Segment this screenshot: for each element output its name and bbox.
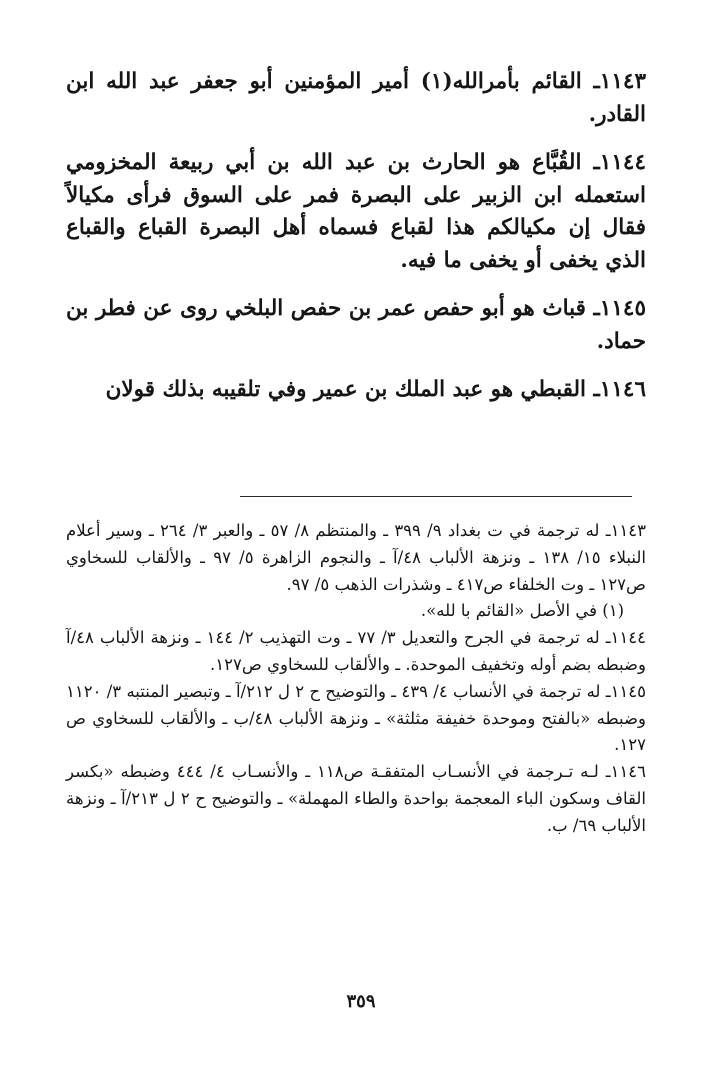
main-text xyxy=(66,66,646,423)
page-number: ٣٥٩ xyxy=(346,991,376,1012)
footnote-1: (١) في الأصل «القائم با لله». xyxy=(420,601,624,621)
entry-1143: ١١٤٣ـ القائم بأمرالله(١) أمير المؤمنين أبو جعفر عبد الله ابن القادر. xyxy=(66,69,646,127)
footnote-1144: ١١٤٤ـ له ترجمة في الجرح والتعديل ٣/ ٧٧ ـ وت التهذيب ٢/ ١٤٤ ـ ونزهة الألباب ٤٨/آ وضبطه بضم أوله وتخفيف الموحدة. ـ والألقاب للسخاوي ص١٢٧. xyxy=(66,628,646,674)
footnotes xyxy=(66,518,646,840)
footnote-separator xyxy=(240,496,632,497)
footnote-1143: ١١٤٣ـ له ترجمة في ت بغداد ٩/ ٣٩٩ ـ والمنتظم ٨/ ٥٧ ـ والعبر ٣/ ٢٦٤ ـ وسير أعلام النبلاء ١٥/ ١٣٨ ـ ونزهة الألباب ٤٨/آ ـ والنجوم الزاهرة ٥/ ٩٧ ـ والألقاب للسخاوي ص١٢٧ ـ وت الخلفاء ص٤١٧ ـ وشذرات الذهب ٥/ ٩٧. xyxy=(66,521,647,594)
entry-1146: ١١٤٦ـ القبطي هو عبد الملك بن عمير وفي تلقيبه بذلك قولان xyxy=(105,377,646,402)
entry-1145: ١١٤٥ـ قباث هو أبو حفص عمر بن حفص البلخي روى عن فطر بن حماد. xyxy=(66,296,646,354)
entry-1144: ١١٤٤ـ القُبَّاع هو الحارث بن عبد الله بن أبي ربيعة المخزومي استعمله ابن الزبير على البصرة فمر على السوق فرأى مكيالاً فقال إن مكيالكم هذا لقباع فسماه أهل البصرة القباع والقباع الذي يخفى أو يخفى ما فيه. xyxy=(66,150,646,273)
footnote-1145: ١١٤٥ـ له ترجمة في الأنساب ٤/ ٤٣٩ ـ والتوضيح ح ٢ ل ٢١٢/آ ـ وتبصير المنتبه ٣/ ١١٢٠ وضبطه «بالفتح وموحدة خفيفة مثلثة» ـ ونزهة الألباب ٤٨/ب ـ والألقاب للسخاوي ص ١٢٧. xyxy=(66,681,647,755)
footnote-1146: ١١٤٦ـ لـه تـرجمة في الأنسـاب المتفقـة ص١١٨ ـ والأنسـاب ٤/ ٤٤٤ وضبطه «بكسر القاف وسكون الباء المعجمة بواحدة والطاء المهملة» ـ والتوضيح ح ٢ ل ٢١٣/آ ـ ونزهة الألباب ٦٩/ ب. xyxy=(66,762,646,835)
